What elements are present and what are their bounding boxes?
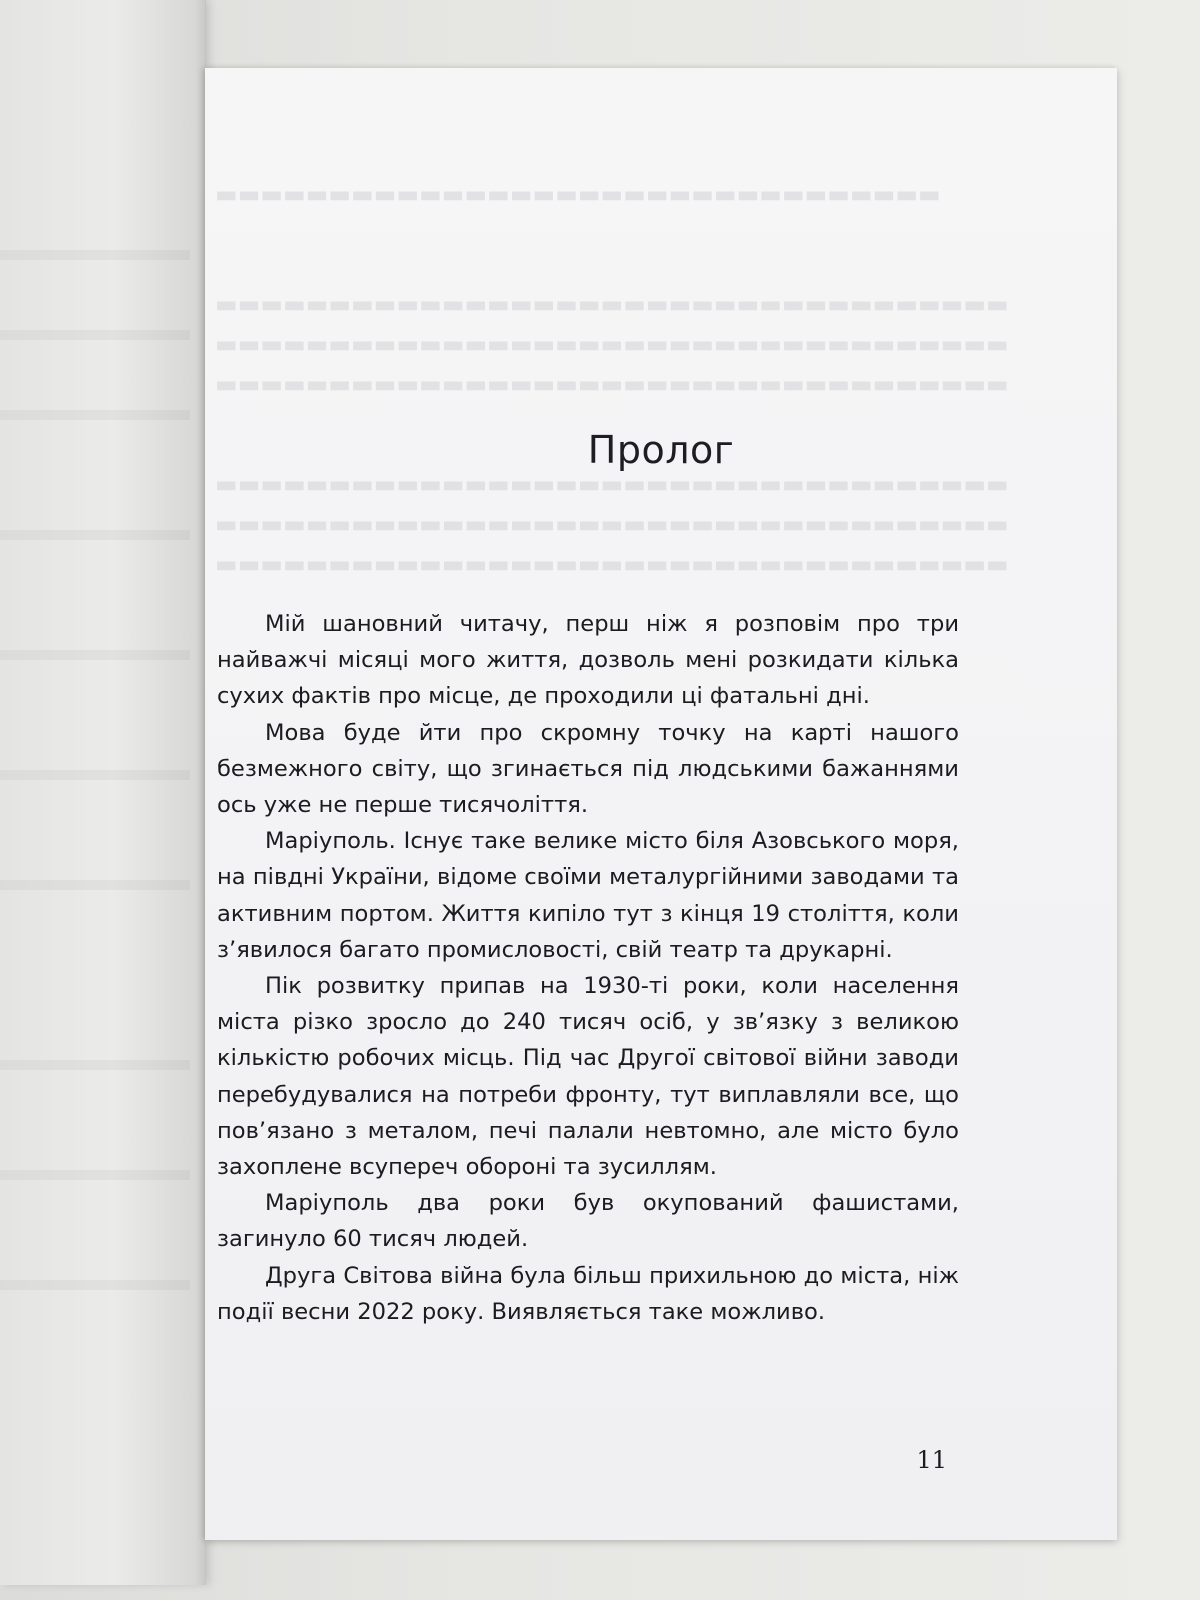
page-number: 11	[916, 1446, 947, 1474]
paragraph: Друга Світова війна була більш прихильною до міста, ніж події весни 2022 року. Виявляється таке можливо.	[217, 1262, 959, 1325]
facing-page-ghost-line	[0, 770, 190, 780]
show-through-text: ▬▬▬▬▬▬▬▬▬▬▬▬▬▬▬▬▬▬▬▬▬▬▬▬▬▬▬▬▬▬▬▬▬▬▬	[215, 510, 1009, 538]
paragraph: Маріуполь два роки був окупований фашистами, загинуло 60 тисяч людей.	[217, 1190, 959, 1253]
show-through-text: ▬▬▬▬▬▬▬▬▬▬▬▬▬▬▬▬▬▬▬▬▬▬▬▬▬▬▬▬▬▬▬▬▬▬▬	[215, 470, 1009, 498]
facing-page-ghost-line	[0, 1060, 190, 1070]
paragraph: Мова буде йти про скромну точку на карті нашого безмежного світу, що згинається під людськими бажаннями ось уже не перше тисячоліття.	[217, 719, 959, 819]
show-through-text: ▬▬▬▬▬▬▬▬▬▬▬▬▬▬▬▬▬▬▬▬▬▬▬▬▬▬▬▬▬▬▬▬▬▬▬	[215, 330, 1009, 358]
facing-page-ghost-line	[0, 1170, 190, 1180]
show-through-text: ▬▬▬▬▬▬▬▬▬▬▬▬▬▬▬▬▬▬▬▬▬▬▬▬▬▬▬▬▬▬▬▬▬▬▬	[215, 290, 1009, 318]
chapter-body	[217, 606, 959, 1330]
facing-page-ghost-line	[0, 330, 190, 340]
show-through-text: ▬▬▬▬▬▬▬▬▬▬▬▬▬▬▬▬▬▬▬▬▬▬▬▬▬▬▬▬▬▬▬▬▬▬▬	[215, 550, 1009, 578]
paragraph: Мій шановний читачу, перш ніж я розповім про три найважчі місяці мого життя, дозволь мені розкидати кілька сухих фактів про місце, де проходили ці фатальні дні.	[217, 611, 959, 710]
show-through-text: ▬▬▬▬▬▬▬▬▬▬▬▬▬▬▬▬▬▬▬▬▬▬▬▬▬▬▬▬▬▬▬▬	[215, 180, 941, 208]
paragraph: Маріуполь. Існує таке велике місто біля Азовського моря, на півдні України, відоме своїми металургійними заводами та активним портом. Життя кипіло тут з кінця 19 століття, коли з’явилося багато промисловості, свій театр та друкарні.	[217, 828, 959, 963]
facing-page-ghost-line	[0, 410, 190, 420]
facing-page-ghost-line	[0, 880, 190, 890]
facing-page-edge	[0, 0, 206, 1585]
facing-page-ghost-line	[0, 650, 190, 660]
show-through-text: ▬▬▬▬▬▬▬▬▬▬▬▬▬▬▬▬▬▬▬▬▬▬▬▬▬▬▬▬▬▬▬▬▬▬▬	[215, 370, 1009, 398]
paragraph: Пік розвитку припав на 1930-ті роки, коли населення міста різко зросло до 240 тисяч осіб, у зв’язку з великою кількістю робочих місць. Під час Другої світової війни заводи перебудувалися на потреби фронту, тут виплавляли все, що пов’язано з металом, печі палали невтомно, але місто було захоплене всупереч обороні та зусиллям.	[217, 973, 959, 1181]
facing-page-ghost-line	[0, 250, 190, 260]
facing-page-ghost-line	[0, 530, 190, 540]
facing-page-ghost-line	[0, 1280, 190, 1290]
chapter-title: Пролог	[587, 428, 735, 472]
book-page	[205, 68, 1117, 1540]
